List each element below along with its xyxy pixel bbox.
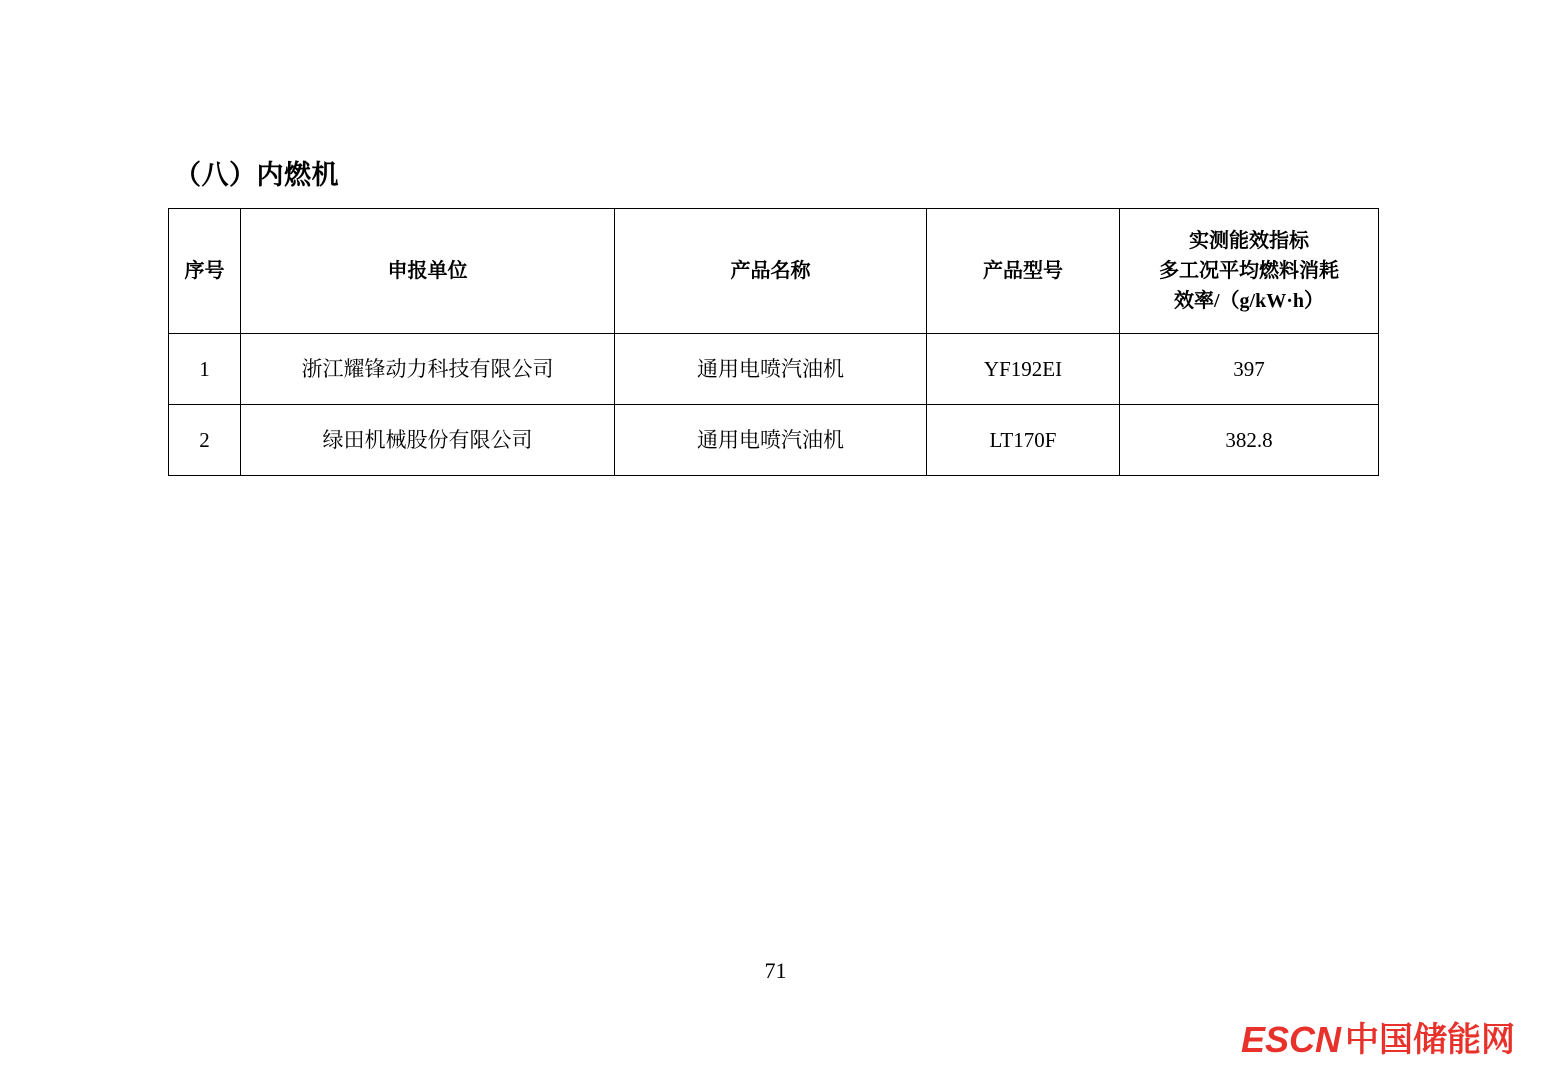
cell-model: LT170F [927, 405, 1120, 476]
column-header-product: 产品名称 [615, 209, 927, 334]
cell-product: 通用电喷汽油机 [615, 334, 927, 405]
column-header-metric [1120, 209, 1379, 334]
column-header-metric-line1: 实测能效指标 [1189, 230, 1309, 252]
table-header-row [169, 209, 1379, 334]
cell-product: 通用电喷汽油机 [615, 405, 927, 476]
cell-index: 1 [169, 334, 241, 405]
column-header-index: 序号 [169, 209, 241, 334]
watermark-en-text: ESCN [1240, 1019, 1341, 1060]
escn-watermark [1240, 1019, 1515, 1060]
table-header [169, 209, 1379, 334]
column-header-metric-line3: 效率/（g/kW·h） [1173, 290, 1325, 312]
cell-index: 2 [169, 405, 241, 476]
section-heading: （八）内燃机 [174, 160, 339, 190]
page-number: 71 [764, 958, 787, 983]
cell-model: YF192EI [927, 334, 1120, 405]
cell-unit: 浙江耀锋动力科技有限公司 [241, 334, 615, 405]
column-header-unit: 申报单位 [241, 209, 615, 334]
cell-metric: 382.8 [1120, 405, 1379, 476]
column-header-metric-line2: 多工况平均燃料消耗 [1159, 260, 1339, 282]
table-row [169, 405, 1379, 476]
column-header-model: 产品型号 [927, 209, 1120, 334]
table-body [169, 334, 1379, 476]
cell-metric: 397 [1120, 334, 1379, 405]
watermark-cn-text: 中国储能网 [1345, 1021, 1515, 1059]
table-row [169, 334, 1379, 405]
internal-combustion-engine-table [168, 208, 1379, 476]
cell-unit: 绿田机械股份有限公司 [241, 405, 615, 476]
